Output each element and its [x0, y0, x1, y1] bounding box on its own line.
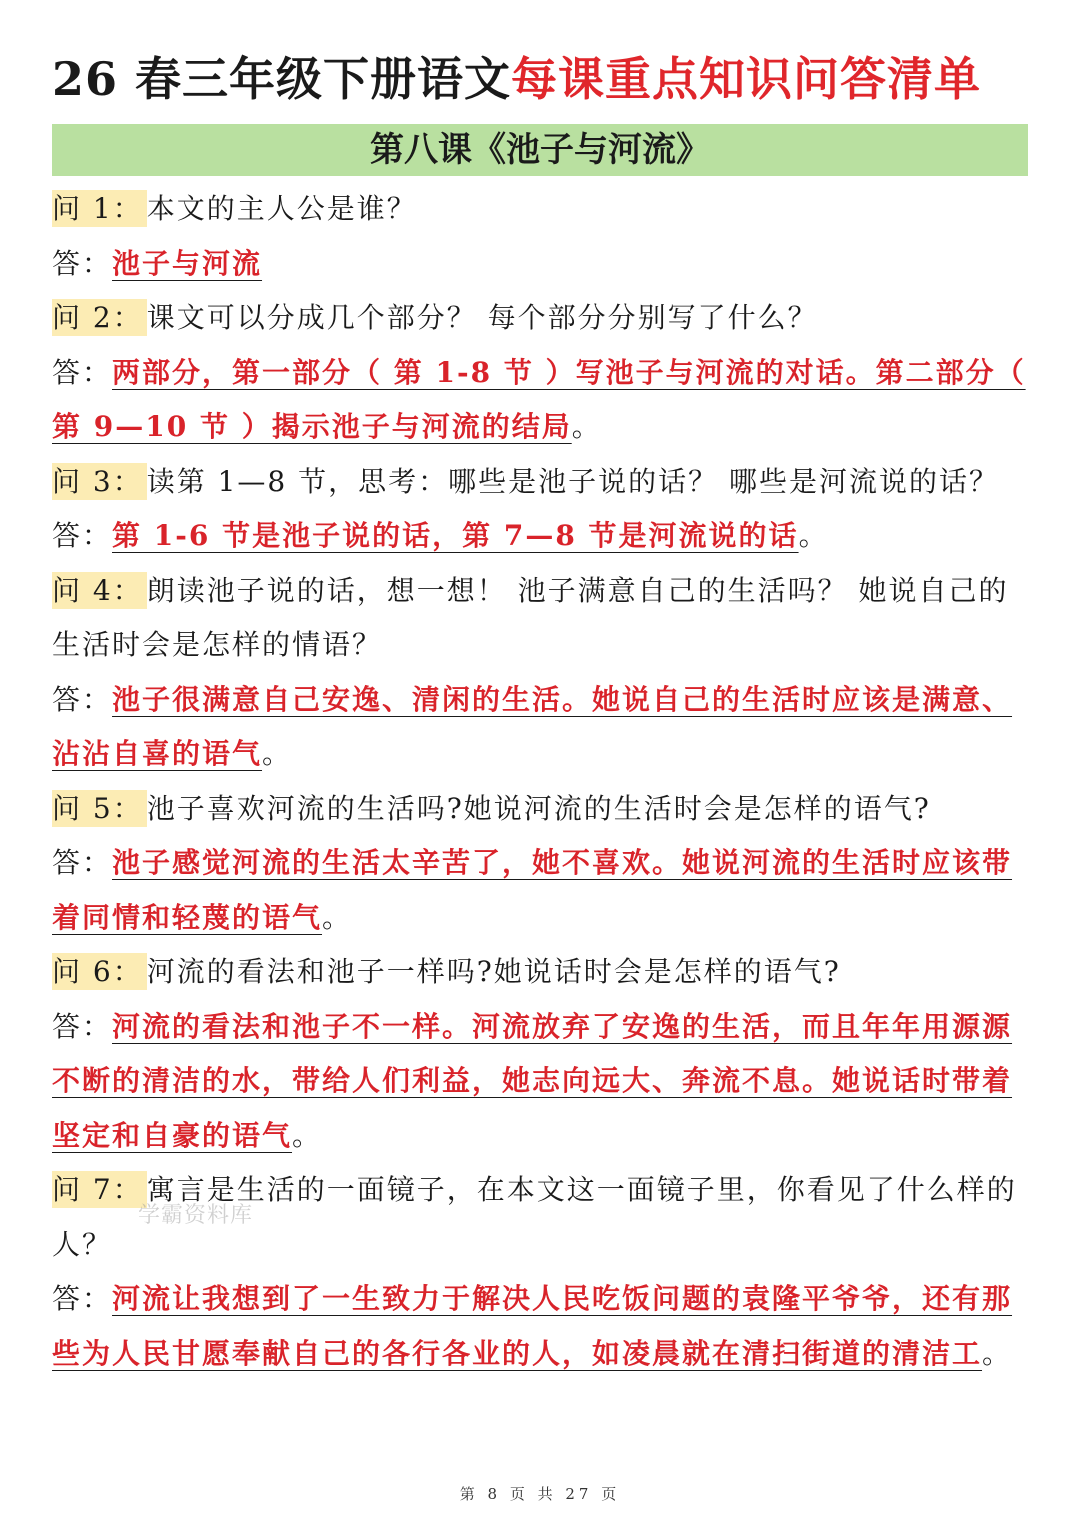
page-title-highlight: 每课重点知识问答清单 [511, 52, 982, 106]
answer-row [52, 1000, 1028, 1164]
question-text: 朗读池子说的话，想一想！ 池子满意自己的生活吗？ 她说自己的生活时会是怎样的情语？ [52, 573, 1009, 661]
answer-text: 池子与河流 [112, 246, 263, 280]
answer-tail: 。 [982, 1336, 1013, 1370]
answer-tail: 。 [798, 519, 829, 552]
question-label: 问 5： [52, 790, 147, 827]
answer-tail: 。 [322, 900, 353, 934]
answer-label: 答： [52, 682, 113, 716]
answer-row [52, 1272, 1028, 1381]
question-text: 读第 1—8 节，思考：哪些是池子说的话？ 哪些是河流说的话？ [146, 464, 1000, 498]
question-row [52, 945, 1028, 1000]
answer-row [52, 836, 1028, 945]
question-row [52, 455, 1028, 510]
answer-text: 池子很满意自己安逸、清闲的生活。她说自己的生活时应该是满意、沾沾自喜的语气 [52, 682, 1013, 770]
answer-text: 河流的看法和池子不一样。河流放弃了安逸的生活，而且年年用源源不断的清洁的水，带给人们利益，她志向远大、奔流不息。她说话时带着坚定和自豪的语气 [52, 1009, 1013, 1152]
question-text: 寓言是生活的一面镜子，在本文这一面镜子里，你看见了什么样的人？ [52, 1173, 1017, 1261]
question-row [52, 564, 1028, 673]
watermark: 学霸资料库 [138, 1203, 254, 1228]
question-label: 问 1： [52, 190, 147, 227]
answer-row [52, 673, 1028, 782]
question-label: 问 2： [52, 299, 147, 336]
answer-row [52, 509, 1028, 564]
question-text: 课文可以分成几个部分？ 每个部分分别写了什么？ [146, 301, 818, 334]
question-text: 河流的看法和池子一样吗?她说话时会是怎样的语气? [146, 955, 841, 988]
question-label: 问 3： [52, 463, 147, 500]
answer-text: 两部分，第一部分（ 第 1-8 节 ）写池子与河流的对话。第二部分（ 第 9—10 节 ）揭示池子与河流的结局 [52, 355, 1026, 443]
answer-row [52, 346, 1028, 455]
answer-label: 答： [52, 519, 113, 552]
answer-label: 答： [52, 1009, 113, 1043]
answer-text: 河流让我想到了一生致力于解决人民吃饭问题的袁隆平爷爷，还有那些为人民甘愿奉献自己的各行各业的人，如凌晨就在清扫街道的清洁工 [52, 1282, 1013, 1370]
page-title [52, 44, 981, 114]
answer-row [52, 237, 1028, 292]
question-row [52, 782, 1028, 837]
answer-label: 答： [52, 846, 113, 879]
question-label: 问 4： [52, 572, 147, 609]
page-title-main: 26 春三年级下册语文 [52, 52, 512, 106]
answer-label: 答： [52, 1282, 113, 1315]
question-label: 问 7： [52, 1171, 147, 1208]
question-text: 池子喜欢河流的生活吗?她说河流的生活时会是怎样的语气? [146, 791, 931, 825]
answer-tail: 。 [571, 410, 602, 443]
lesson-title: 第八课《池子与河流》 [370, 130, 710, 170]
page-number: 第 8 页 共 27 页 [459, 1485, 621, 1503]
answer-text: 第 1-6 节是池子说的话，第 7—8 节是河流说的话 [112, 519, 799, 552]
question-text: 本文的主人公是谁？ [146, 192, 417, 225]
question-label: 问 6： [52, 953, 147, 990]
lesson-title-bar [52, 124, 1028, 176]
answer-label: 答： [52, 355, 113, 389]
answer-text: 池子感觉河流的生活太辛苦了，她不喜欢。她说河流的生活时应该带着同情和轻蔑的语气 [52, 846, 1013, 934]
answer-tail: 。 [262, 737, 293, 770]
answer-tail: 。 [292, 1118, 323, 1152]
answer-label: 答： [52, 246, 113, 280]
question-row [52, 182, 1028, 237]
question-row [52, 291, 1028, 346]
